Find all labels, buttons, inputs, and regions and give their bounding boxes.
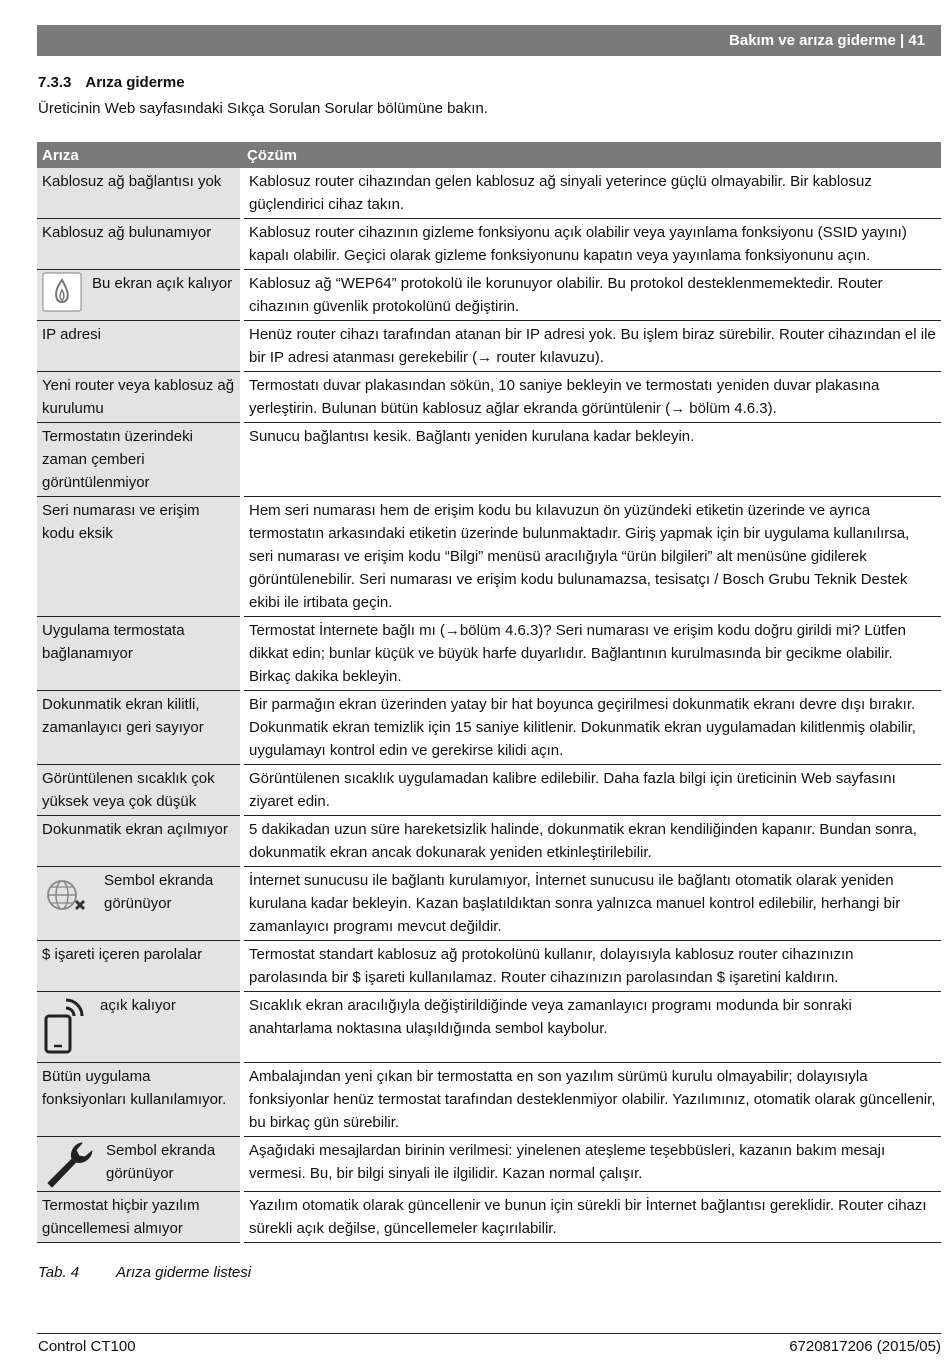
fault-cell: $ işareti içeren parolalar — [37, 941, 242, 992]
table-row — [37, 867, 941, 941]
solution-cell: Kablosuz router cihazının gizleme fonksiyonu açık olabilir veya yayınlama fonksiyonu (SSID yayını) kapalı olabilir. Geçici olarak gizleme fonksiyonunu kapatın veya yayınlama fonksiyonunu açın. — [242, 219, 941, 270]
solution-cell: Sunucu bağlantısı kesik. Bağlantı yeniden kurulana kadar bekleyin. — [242, 423, 941, 497]
fault-cell: Dokunmatik ekran açılmıyor — [37, 816, 242, 867]
table-row — [37, 321, 941, 372]
table-row — [37, 617, 941, 691]
footer-divider — [37, 1333, 941, 1334]
solution-cell: Bir parmağın ekran üzerinden yatay bir hat boyunca geçirilmesi dokunmatik ekranı devre dışı bırakır. Dokunmatik ekran temizlik için 15 saniye kilitlenir. Dokunmatik ekran uygulamadan kilitlenmiş olabilir, uygulamayı kontrol edin ve gerekirse kilidi açın. — [242, 691, 941, 765]
fault-cell: Termostatın üzerindeki zaman çemberi görüntülenmiyor — [37, 423, 242, 497]
solution-cell: Yazılım otomatik olarak güncellenir ve bunun için sürekli bir İnternet bağlantısı gereklidir. Router cihazı sürekli açık değilse, güncellemeler kaçırılabilir. — [242, 1192, 941, 1243]
fault-cell: Uygulama termostata bağlanamıyor — [37, 617, 242, 691]
table-row — [37, 816, 941, 867]
fault-cell — [37, 992, 242, 1063]
table-row — [37, 219, 941, 270]
fault-cell: Bütün uygulama fonksiyonları kullanılamıyor. — [37, 1063, 242, 1137]
table-row — [37, 691, 941, 765]
phone-signal-icon — [42, 996, 90, 1056]
intro-text: Üreticinin Web sayfasındaki Sıkça Sorulan Sorular bölümüne bakın. — [38, 100, 488, 117]
table-row — [37, 423, 941, 497]
solution-cell: Kablosuz ağ “WEP64” protokolü ile korunuyor olabilir. Bu protokol desteklenmemektedir. Router cihazının güvenlik protokolünü değiştirin. — [242, 270, 941, 321]
table-row — [37, 1192, 941, 1243]
table-row — [37, 372, 941, 423]
section-number: 7.3.3 — [38, 74, 72, 91]
solution-cell: Termostat İnternete bağlı mı (→bölüm 4.6.3)? Seri numarası ve erişim kodu doğru girildi mi? Lütfen dikkat edin; bunlar küçük ve büyük harfe duyarlıdır. Bağlantının kurulmasında bir gecikme olabilir. Birkaç dakika bekleyin. — [242, 617, 941, 691]
fault-cell: Yeni router veya kablosuz ağ kurulumu — [37, 372, 242, 423]
wrench-icon — [42, 1139, 96, 1189]
fault-cell — [37, 270, 242, 321]
solution-cell: Aşağıdaki mesajlardan birinin verilmesi: yinelenen ateşleme teşebbüsleri, kazanın bakım mesajı vermesi. Bu, bir bilgi sinyali ile ilgilidir. Kazan normal çalışır. — [242, 1137, 941, 1192]
solution-cell: Görüntülenen sıcaklık uygulamadan kalibre edilebilir. Daha fazla bilgi için üreticinin Web sayfasını ziyaret edin. — [242, 765, 941, 816]
solution-cell: Ambalajından yeni çıkan bir termostatta en son yazılım sürümü kurulu olmayabilir; dolayısıyla fonksiyonlar henüz termostat tarafından desteklenmiyor olabilir. Yazılımınız, otomatik olarak güncellenir, bu birkaç gün sürebilir. — [242, 1063, 941, 1137]
flame-icon — [42, 272, 82, 312]
section-title: Arıza giderme — [85, 74, 185, 91]
solution-cell: Hem seri numarası hem de erişim kodu bu kılavuzun ön yüzündeki etiketin üzerinde ve ayrıca termostatın arkasındaki etiketin üzerinde bulunmaktadır. Giriş yapmak için bir uygulama kullanılırsa, seri numarası ve erişim kodu “Bilgi” menüsü aracılığıyla “ürün bilgileri” alt menüsüne gidilerek görüntülenebilir. Seri numarası ve erişim kodu bulunamazsa, tesisatçı / Bosch Grubu Teknik Destek ekibi ile irtibata geçin. — [242, 497, 941, 617]
table-row — [37, 168, 941, 219]
table-row — [37, 992, 941, 1063]
fault-label: Bu ekran açık kalıyor — [92, 275, 233, 292]
footer-product: Control CT100 — [38, 1338, 136, 1355]
table-row — [37, 1137, 941, 1192]
fault-label: Sembol ekranda görünüyor — [104, 872, 214, 912]
fault-cell — [37, 1137, 242, 1192]
solution-cell: İnternet sunucusu ile bağlantı kurulamıyor, İnternet sunucusu ile bağlantı otomatik olarak yeniden kurulana kadar bekleyin. Kazan başlatıldıktan sonra yalnızca manuel kontrol edilebilir, herhangi bir zamanlayıcı programı mevcut değildir. — [242, 867, 941, 941]
table-row — [37, 1063, 941, 1137]
column-header-fault: Arıza — [37, 142, 242, 168]
fault-cell — [37, 867, 242, 941]
table-header-row — [37, 142, 941, 168]
solution-cell: Termostatı duvar plakasından sökün, 10 saniye bekleyin ve termostatı yeniden duvar plakasına yerleştirin. Bulunan bütün kablosuz ağlar ekranda görüntülenir (→ bölüm 4.6.3). — [242, 372, 941, 423]
table-row — [37, 941, 941, 992]
table-row — [37, 270, 941, 321]
footer-docnumber: 6720817206 (2015/05) — [789, 1338, 941, 1355]
fault-cell: Dokunmatik ekran kilitli, zamanlayıcı geri sayıyor — [37, 691, 242, 765]
globe-x-icon — [42, 875, 94, 915]
page-header: Bakım ve arıza giderme | 41 — [37, 25, 941, 56]
solution-cell: Henüz router cihazı tarafından atanan bir IP adresi yok. Bu işlem biraz sürebilir. Router cihazından el ile bir IP adresi atanması gerekebilir (→ router kılavuzu). — [242, 321, 941, 372]
solution-cell: Sıcaklık ekran aracılığıyla değiştirildiğinde veya zamanlayıcı programı modunda bir sonraki anahtarlama noktasına ulaşıldığında sembol kaybolur. — [242, 992, 941, 1063]
fault-label: Sembol ekranda görünüyor — [106, 1142, 216, 1182]
column-header-solution: Çözüm — [242, 142, 941, 168]
fault-cell: Seri numarası ve erişim kodu eksik — [37, 497, 242, 617]
table-row — [37, 497, 941, 617]
fault-cell: Termostat hiçbir yazılım güncellemesi almıyor — [37, 1192, 242, 1243]
solution-cell: Termostat standart kablosuz ağ protokolünü kullanır, dolayısıyla kablosuz router cihazınızın parolasında bir $ işareti kullanılamaz. Router cihazınızın parolasından $ işaretini kaldırın. — [242, 941, 941, 992]
solution-cell: Kablosuz router cihazından gelen kablosuz ağ sinyali yeterince güçlü olmayabilir. Bir kablosuz güçlendirici cihaz takın. — [242, 168, 941, 219]
fault-cell: Kablosuz ağ bulunamıyor — [37, 219, 242, 270]
fault-table — [37, 142, 941, 1243]
fault-label: açık kalıyor — [100, 997, 176, 1014]
solution-cell: 5 dakikadan uzun süre hareketsizlik halinde, dokunmatik ekran kendiliğinden kapanır. Bundan sonra, dokunmatik ekran ancak dokunarak yeniden etkinleştirilebilir. — [242, 816, 941, 867]
fault-cell: Görüntülenen sıcaklık çok yüksek veya çok düşük — [37, 765, 242, 816]
section-heading — [38, 74, 185, 91]
table-row — [37, 765, 941, 816]
table-caption — [38, 1264, 251, 1281]
fault-cell: IP adresi — [37, 321, 242, 372]
caption-text: Arıza giderme listesi — [116, 1264, 252, 1281]
fault-cell: Kablosuz ağ bağlantısı yok — [37, 168, 242, 219]
caption-number: Tab. 4 — [38, 1264, 80, 1281]
